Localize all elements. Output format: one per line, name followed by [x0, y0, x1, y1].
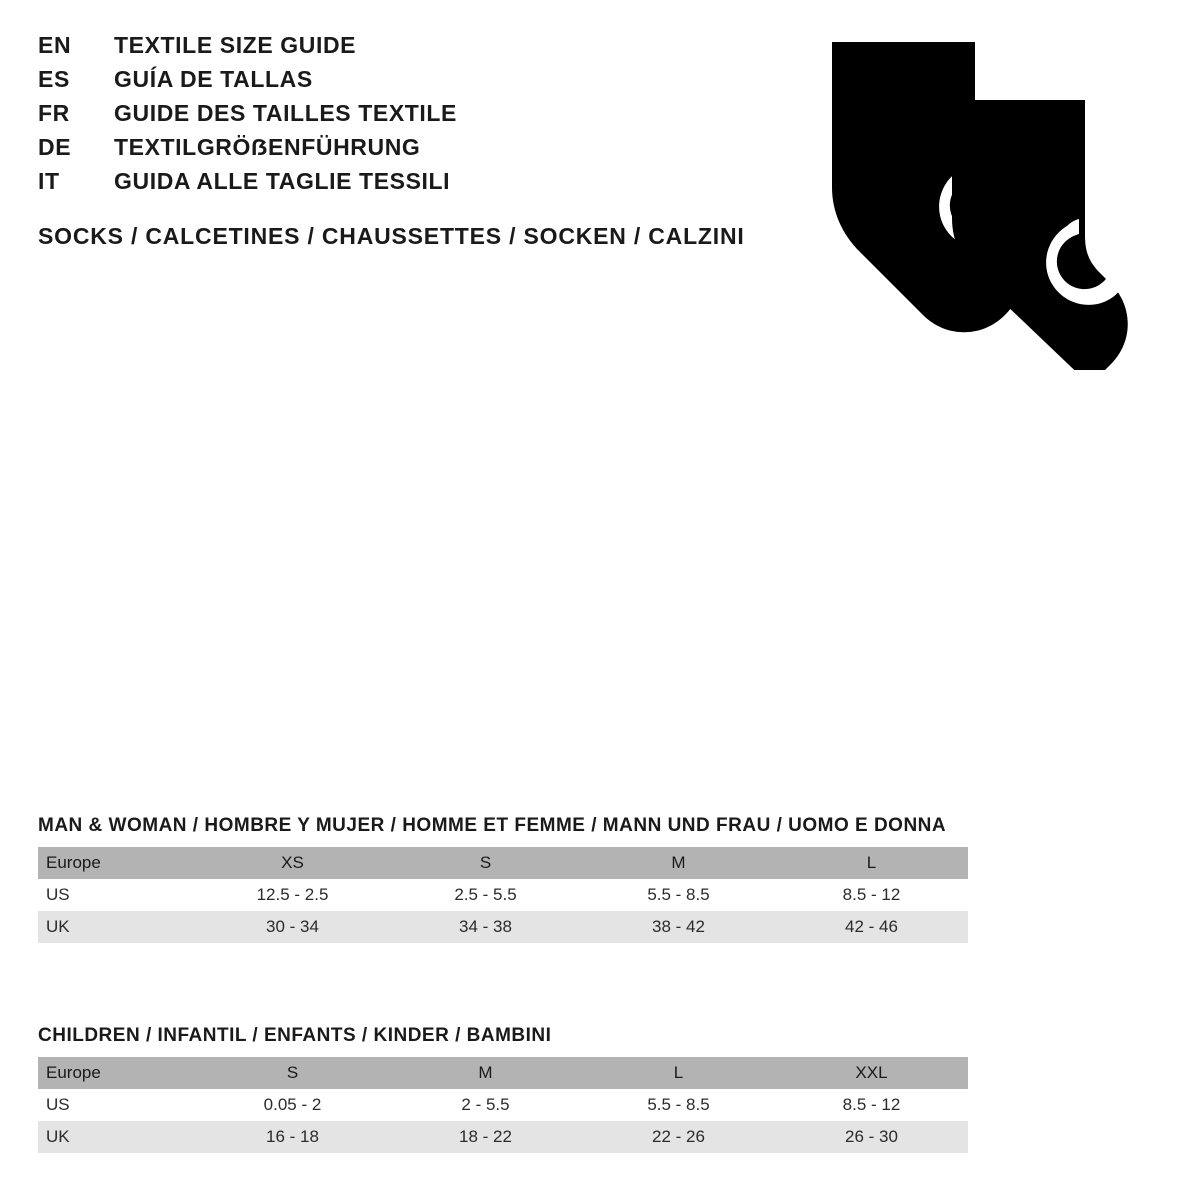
row-label: Europe	[38, 847, 196, 879]
cell-value: 34 - 38	[389, 911, 582, 943]
language-row	[38, 134, 457, 168]
language-title: TEXTILGRÖẞENFÜHRUNG	[114, 134, 421, 160]
cell-value: L	[775, 847, 968, 879]
language-title: GUÍA DE TALLAS	[114, 66, 313, 92]
table-row	[38, 1089, 968, 1121]
section-children	[38, 1025, 968, 1153]
cell-value: 22 - 26	[582, 1121, 775, 1153]
cell-value: 16 - 18	[196, 1121, 389, 1153]
language-code: ES	[38, 66, 70, 92]
cell-value: 5.5 - 8.5	[582, 879, 775, 911]
language-code: IT	[38, 168, 60, 194]
size-table-man-woman	[38, 847, 968, 943]
cell-value: 8.5 - 12	[775, 879, 968, 911]
language-title: GUIDA ALLE TAGLIE TESSILI	[114, 168, 451, 194]
table-row	[38, 1121, 968, 1153]
cell-value: 30 - 34	[196, 911, 389, 943]
table-row	[38, 1057, 968, 1089]
row-label: UK	[38, 911, 196, 943]
row-label: UK	[38, 1121, 196, 1153]
language-code: EN	[38, 32, 72, 58]
row-label: Europe	[38, 1057, 196, 1089]
cell-value: 8.5 - 12	[775, 1089, 968, 1121]
section-title: CHILDREN / INFANTIL / ENFANTS / KINDER / BAMBINI	[38, 1025, 552, 1046]
language-row	[38, 66, 457, 100]
cell-value: XXL	[775, 1057, 968, 1089]
section-title: MAN & WOMAN / HOMBRE Y MUJER / HOMME ET FEMME / MANN UND FRAU / UOMO E DONNA	[38, 815, 947, 836]
cell-value: 2.5 - 5.5	[389, 879, 582, 911]
cell-value: 42 - 46	[775, 911, 968, 943]
cell-value: 12.5 - 2.5	[196, 879, 389, 911]
language-code: FR	[38, 100, 70, 126]
cell-value: M	[389, 1057, 582, 1089]
language-row	[38, 32, 457, 66]
cell-value: 18 - 22	[389, 1121, 582, 1153]
table-row	[38, 847, 968, 879]
cell-value: 0.05 - 2	[196, 1089, 389, 1121]
size-table-children	[38, 1057, 968, 1153]
language-row	[38, 168, 457, 202]
row-label: US	[38, 1089, 196, 1121]
language-title: TEXTILE SIZE GUIDE	[114, 32, 357, 58]
cell-value: L	[582, 1057, 775, 1089]
cell-value: M	[582, 847, 775, 879]
table-row	[38, 879, 968, 911]
language-list	[38, 32, 457, 202]
cell-value: 26 - 30	[775, 1121, 968, 1153]
language-row	[38, 100, 457, 134]
product-category-line: SOCKS / CALCETINES / CHAUSSETTES / SOCKEN / CALZINI	[38, 223, 745, 249]
table-row	[38, 911, 968, 943]
cell-value: S	[196, 1057, 389, 1089]
cell-value: 38 - 42	[582, 911, 775, 943]
socks-icon	[800, 30, 1140, 370]
row-label: US	[38, 879, 196, 911]
cell-value: S	[389, 847, 582, 879]
language-title: GUIDE DES TAILLES TEXTILE	[114, 100, 457, 126]
cell-value: 2 - 5.5	[389, 1089, 582, 1121]
language-code: DE	[38, 134, 72, 160]
section-man-woman	[38, 815, 968, 943]
cell-value: 5.5 - 8.5	[582, 1089, 775, 1121]
cell-value: XS	[196, 847, 389, 879]
